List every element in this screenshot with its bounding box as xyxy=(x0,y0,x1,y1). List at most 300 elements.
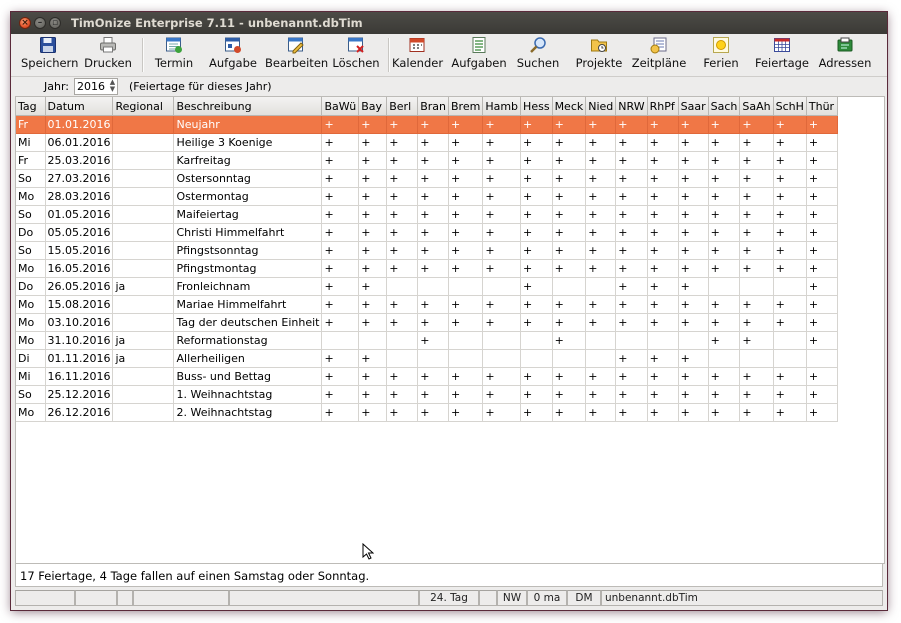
cell-state-flag: + xyxy=(740,404,773,422)
cell-state-flag: + xyxy=(387,206,418,224)
cell-state-flag: + xyxy=(359,116,387,134)
cell-state-flag: + xyxy=(740,386,773,404)
cell-state-flag: + xyxy=(678,152,708,170)
cell-state-flag: + xyxy=(521,404,553,422)
cell-state-flag: + xyxy=(449,188,483,206)
cell-state-flag: + xyxy=(678,224,708,242)
cell-regional xyxy=(113,260,174,278)
cell-state-flag xyxy=(483,278,521,296)
print-button[interactable]: Drucken xyxy=(81,36,135,70)
cell-state-flag: + xyxy=(359,152,387,170)
cell-state-flag: + xyxy=(678,314,708,332)
cell-state-flag: + xyxy=(449,260,483,278)
cell-date: 31.10.2016 xyxy=(45,332,113,350)
table-row[interactable] xyxy=(16,368,837,386)
cell-state-flag: + xyxy=(322,134,359,152)
cell-regional xyxy=(113,242,174,260)
cell-state-flag: + xyxy=(586,170,616,188)
cell-description: Ostersonntag xyxy=(174,170,322,188)
cell-state-flag: + xyxy=(708,332,740,350)
cell-state-flag xyxy=(616,332,647,350)
cell-state-flag: + xyxy=(483,134,521,152)
cell-state-flag: + xyxy=(586,314,616,332)
window-title: TimOnize Enterprise 7.11 - unbenannt.dbTim xyxy=(71,16,363,30)
cell-state-flag: + xyxy=(552,260,586,278)
cell-state-flag: + xyxy=(552,188,586,206)
toolbar-separator xyxy=(142,38,144,72)
cell-date: 01.05.2016 xyxy=(45,206,113,224)
cell-state-flag: + xyxy=(449,206,483,224)
cell-state-flag: + xyxy=(647,350,678,368)
addresses-button[interactable]: Adressen xyxy=(817,36,873,70)
cell-state-flag: + xyxy=(806,188,837,206)
cell-state-flag: + xyxy=(521,278,553,296)
cell-date: 16.05.2016 xyxy=(45,260,113,278)
app-window xyxy=(11,12,887,610)
cell-state-flag: + xyxy=(552,224,586,242)
column-header[interactable]: Tag xyxy=(16,97,45,116)
column-header[interactable]: Nied xyxy=(586,97,616,116)
cell-state-flag: + xyxy=(806,116,837,134)
status-dm: DM xyxy=(567,590,601,606)
cell-state-flag: + xyxy=(647,368,678,386)
cell-description: Buss- und Bettag xyxy=(174,368,322,386)
cell-description: Maifeiertag xyxy=(174,206,322,224)
cell-state-flag: + xyxy=(418,404,449,422)
cell-state-flag: + xyxy=(806,152,837,170)
column-header[interactable]: Bran xyxy=(418,97,449,116)
table-row[interactable] xyxy=(16,134,837,152)
cell-state-flag: + xyxy=(647,206,678,224)
cell-description: Pfingstmontag xyxy=(174,260,322,278)
search-button[interactable]: Suchen xyxy=(513,36,563,70)
cell-state-flag: + xyxy=(647,116,678,134)
cell-state-flag: + xyxy=(449,152,483,170)
cell-state-flag: + xyxy=(806,368,837,386)
cell-state-flag: + xyxy=(708,368,740,386)
table-row[interactable] xyxy=(16,332,837,350)
table-row[interactable] xyxy=(16,350,837,368)
spin-up-icon[interactable]: ▲ xyxy=(109,78,116,86)
cell-day: Fr xyxy=(16,116,45,134)
cell-state-flag xyxy=(740,350,773,368)
delete-button[interactable]: Löschen xyxy=(329,36,383,70)
save-button[interactable]: Speichern xyxy=(21,36,75,70)
cell-regional: ja xyxy=(113,332,174,350)
table-row[interactable] xyxy=(16,116,837,134)
table-row[interactable] xyxy=(16,188,837,206)
cell-state-flag: + xyxy=(806,278,837,296)
column-header[interactable]: Saar xyxy=(678,97,708,116)
tasks-button[interactable]: Aufgaben xyxy=(451,36,507,70)
cell-description: 1. Weihnachtstag xyxy=(174,386,322,404)
cell-state-flag: + xyxy=(678,368,708,386)
task-icon xyxy=(224,36,242,54)
cell-state-flag: + xyxy=(359,188,387,206)
cell-state-flag: + xyxy=(806,296,837,314)
cell-state-flag: + xyxy=(483,206,521,224)
cell-state-flag: + xyxy=(647,314,678,332)
edit-button[interactable]: Bearbeiten xyxy=(265,36,327,70)
year-spinbox[interactable]: 2016 xyxy=(74,78,118,95)
cell-state-flag: + xyxy=(322,152,359,170)
column-header[interactable]: Bay xyxy=(359,97,387,116)
cell-state-flag: + xyxy=(616,260,647,278)
cell-state-flag: + xyxy=(773,170,806,188)
cell-state-flag: + xyxy=(418,260,449,278)
cell-state-flag: + xyxy=(616,188,647,206)
cell-state-flag: + xyxy=(418,170,449,188)
appointment-icon xyxy=(165,36,183,54)
cell-state-flag: + xyxy=(740,206,773,224)
column-header[interactable]: Datum xyxy=(45,97,113,116)
cell-state-flag: + xyxy=(322,278,359,296)
cell-state-flag: + xyxy=(586,296,616,314)
table-row[interactable] xyxy=(16,296,837,314)
cell-description: Heilige 3 Koenige xyxy=(174,134,322,152)
cell-state-flag: + xyxy=(387,170,418,188)
cell-state-flag xyxy=(359,332,387,350)
cell-state-flag: + xyxy=(449,116,483,134)
cell-state-flag: + xyxy=(552,206,586,224)
cell-regional xyxy=(113,188,174,206)
column-header[interactable]: RhPf xyxy=(647,97,678,116)
cell-state-flag: + xyxy=(740,152,773,170)
cell-state-flag: + xyxy=(521,206,553,224)
cell-state-flag: + xyxy=(387,314,418,332)
cell-state-flag: + xyxy=(586,404,616,422)
cell-state-flag xyxy=(418,278,449,296)
cell-state-flag: + xyxy=(418,188,449,206)
cell-state-flag: + xyxy=(678,278,708,296)
cell-day: Mo xyxy=(16,260,45,278)
cell-state-flag: + xyxy=(773,152,806,170)
addresses-icon xyxy=(836,36,854,54)
cell-state-flag: + xyxy=(449,170,483,188)
cell-state-flag: + xyxy=(647,242,678,260)
cell-description: Karfreitag xyxy=(174,152,322,170)
maximize-window-button[interactable] xyxy=(49,17,61,29)
minimize-icon: – xyxy=(37,18,43,28)
cell-state-flag: + xyxy=(359,386,387,404)
cell-state-flag xyxy=(387,350,418,368)
cell-state-flag: + xyxy=(708,116,740,134)
cell-regional xyxy=(113,314,174,332)
cell-state-flag: + xyxy=(616,278,647,296)
task-button[interactable]: Aufgabe xyxy=(207,36,259,70)
cell-state-flag: + xyxy=(708,260,740,278)
cell-description: Mariae Himmelfahrt xyxy=(174,296,322,314)
cell-state-flag: + xyxy=(521,152,553,170)
column-header[interactable]: Hamb xyxy=(483,97,521,116)
cell-day: Mo xyxy=(16,314,45,332)
status-cell-empty xyxy=(479,590,497,606)
cell-state-flag: + xyxy=(678,404,708,422)
cell-state-flag xyxy=(773,278,806,296)
column-header[interactable]: Sach xyxy=(708,97,740,116)
cell-state-flag: + xyxy=(418,314,449,332)
cell-state-flag: + xyxy=(806,260,837,278)
calendar-button[interactable]: Kalender xyxy=(392,36,442,70)
cell-state-flag: + xyxy=(387,152,418,170)
column-header[interactable]: Berl xyxy=(387,97,418,116)
cell-state-flag: + xyxy=(806,314,837,332)
cell-state-flag: + xyxy=(586,386,616,404)
cell-state-flag: + xyxy=(359,368,387,386)
cell-state-flag: + xyxy=(740,314,773,332)
cell-state-flag: + xyxy=(647,296,678,314)
year-spinner-arrows[interactable] xyxy=(108,79,117,94)
column-header[interactable]: BaWü xyxy=(322,97,359,116)
summary-text: 17 Feiertage, 4 Tage fallen auf einen Samstag oder Sonntag. xyxy=(15,563,883,587)
cell-state-flag: + xyxy=(773,134,806,152)
status-cell-empty xyxy=(15,590,75,606)
cell-date: 27.03.2016 xyxy=(45,170,113,188)
cell-state-flag: + xyxy=(521,242,553,260)
schedules-button[interactable]: Zeitpläne xyxy=(631,36,687,70)
cell-state-flag: + xyxy=(322,260,359,278)
title-bar[interactable] xyxy=(11,12,887,34)
cell-state-flag xyxy=(483,332,521,350)
cell-state-flag: + xyxy=(647,260,678,278)
cell-regional xyxy=(113,134,174,152)
cell-state-flag: + xyxy=(616,404,647,422)
cell-state-flag: + xyxy=(483,188,521,206)
cell-state-flag xyxy=(418,350,449,368)
cell-description: 2. Weihnachtstag xyxy=(174,404,322,422)
cell-day: Mo xyxy=(16,296,45,314)
cell-state-flag: + xyxy=(773,116,806,134)
cell-state-flag: + xyxy=(586,116,616,134)
column-header[interactable]: SaAh xyxy=(740,97,773,116)
schedules-icon xyxy=(650,36,668,54)
cell-state-flag xyxy=(449,278,483,296)
cell-state-flag xyxy=(483,350,521,368)
cell-state-flag: + xyxy=(806,404,837,422)
cell-day: Mo xyxy=(16,404,45,422)
cell-description: Fronleichnam xyxy=(174,278,322,296)
column-header[interactable]: Brem xyxy=(449,97,483,116)
cell-date: 05.05.2016 xyxy=(45,224,113,242)
cell-state-flag: + xyxy=(449,386,483,404)
cell-state-flag: + xyxy=(806,242,837,260)
table-row[interactable] xyxy=(16,242,837,260)
delete-icon xyxy=(347,36,365,54)
cell-date: 26.05.2016 xyxy=(45,278,113,296)
cell-state-flag: + xyxy=(387,116,418,134)
projects-button[interactable]: Projekte xyxy=(571,36,627,70)
cell-state-flag: + xyxy=(616,116,647,134)
status-filename: unbenannt.dbTim xyxy=(601,590,883,606)
cell-date: 16.11.2016 xyxy=(45,368,113,386)
appointment-button[interactable]: Termin xyxy=(148,36,200,70)
cell-state-flag: + xyxy=(773,368,806,386)
cell-state-flag: + xyxy=(322,188,359,206)
cell-state-flag: + xyxy=(387,224,418,242)
cell-state-flag: + xyxy=(647,278,678,296)
cell-state-flag: + xyxy=(552,296,586,314)
cell-state-flag xyxy=(708,278,740,296)
cell-state-flag: + xyxy=(483,296,521,314)
cell-state-flag: + xyxy=(359,314,387,332)
cell-state-flag: + xyxy=(678,296,708,314)
cell-state-flag: + xyxy=(678,116,708,134)
close-window-button[interactable] xyxy=(19,17,31,29)
column-header[interactable]: Meck xyxy=(552,97,586,116)
cell-description: Pfingstsonntag xyxy=(174,242,322,260)
cell-state-flag: + xyxy=(740,242,773,260)
cell-state-flag: + xyxy=(773,206,806,224)
table-row[interactable] xyxy=(16,278,837,296)
cell-state-flag: + xyxy=(678,170,708,188)
cell-state-flag: + xyxy=(322,350,359,368)
column-header[interactable]: NRW xyxy=(616,97,647,116)
cell-day: Fr xyxy=(16,152,45,170)
cell-state-flag: + xyxy=(418,296,449,314)
cell-state-flag: + xyxy=(449,404,483,422)
cell-state-flag: + xyxy=(449,242,483,260)
cell-state-flag: + xyxy=(708,206,740,224)
cell-regional xyxy=(113,116,174,134)
cell-state-flag xyxy=(740,278,773,296)
holiday-table[interactable] xyxy=(16,97,838,422)
cell-state-flag: + xyxy=(552,170,586,188)
cell-description: Reformationstag xyxy=(174,332,322,350)
cell-state-flag: + xyxy=(521,368,553,386)
cell-state-flag: + xyxy=(586,134,616,152)
main-toolbar xyxy=(11,34,887,77)
cell-state-flag xyxy=(586,332,616,350)
cell-state-flag: + xyxy=(678,386,708,404)
year-label: Jahr: xyxy=(44,80,69,93)
cell-state-flag: + xyxy=(418,368,449,386)
cell-state-flag: + xyxy=(806,170,837,188)
table-row[interactable] xyxy=(16,386,837,404)
cell-state-flag: + xyxy=(322,170,359,188)
table-header-row xyxy=(16,97,837,116)
cell-state-flag: + xyxy=(740,260,773,278)
cell-state-flag: + xyxy=(708,224,740,242)
cell-state-flag xyxy=(521,350,553,368)
cell-state-flag: + xyxy=(552,242,586,260)
table-row[interactable] xyxy=(16,170,837,188)
holidays-button[interactable]: Ferien xyxy=(699,36,743,70)
cell-state-flag: + xyxy=(616,242,647,260)
cell-day: Mi xyxy=(16,368,45,386)
cell-state-flag: + xyxy=(773,188,806,206)
cell-state-flag: + xyxy=(708,152,740,170)
cell-description: Ostermontag xyxy=(174,188,322,206)
year-hint: (Feiertage für dieses Jahr) xyxy=(129,80,272,93)
cell-state-flag: + xyxy=(773,314,806,332)
cell-state-flag: + xyxy=(418,332,449,350)
cell-date: 06.01.2016 xyxy=(45,134,113,152)
cell-regional: ja xyxy=(113,278,174,296)
cell-state-flag xyxy=(387,278,418,296)
cell-state-flag: + xyxy=(806,386,837,404)
table-row[interactable] xyxy=(16,206,837,224)
cell-state-flag: + xyxy=(806,332,837,350)
column-header[interactable]: Thür xyxy=(806,97,837,116)
table-body xyxy=(16,116,837,422)
table-row[interactable] xyxy=(16,314,837,332)
cell-day: Mo xyxy=(16,332,45,350)
cell-description: Tag der deutschen Einheit xyxy=(174,314,322,332)
cell-regional xyxy=(113,170,174,188)
cell-state-flag: + xyxy=(773,242,806,260)
cell-day: Mo xyxy=(16,188,45,206)
table-row[interactable] xyxy=(16,404,837,422)
cell-state-flag: + xyxy=(586,152,616,170)
table-row[interactable] xyxy=(16,224,837,242)
column-header[interactable]: Regional xyxy=(113,97,174,116)
cell-state-flag: + xyxy=(483,368,521,386)
cell-state-flag: + xyxy=(740,170,773,188)
mouse-pointer-icon xyxy=(362,543,374,561)
column-header[interactable]: Beschreibung xyxy=(174,97,322,116)
table-row[interactable] xyxy=(16,152,837,170)
cell-state-flag: + xyxy=(521,134,553,152)
cell-state-flag: + xyxy=(616,296,647,314)
cell-state-flag: + xyxy=(359,134,387,152)
cell-state-flag: + xyxy=(708,314,740,332)
cell-state-flag: + xyxy=(678,188,708,206)
cell-state-flag: + xyxy=(449,134,483,152)
cell-state-flag xyxy=(708,350,740,368)
cell-state-flag: + xyxy=(322,296,359,314)
cell-state-flag: + xyxy=(586,260,616,278)
cell-state-flag: + xyxy=(322,224,359,242)
cell-state-flag: + xyxy=(359,404,387,422)
cell-state-flag: + xyxy=(483,116,521,134)
cell-state-flag: + xyxy=(449,224,483,242)
cell-state-flag: + xyxy=(708,170,740,188)
cell-state-flag: + xyxy=(359,296,387,314)
cell-state-flag: + xyxy=(322,314,359,332)
cell-state-flag: + xyxy=(483,152,521,170)
cell-state-flag: + xyxy=(616,368,647,386)
cell-state-flag: + xyxy=(708,134,740,152)
column-header[interactable]: Hess xyxy=(521,97,553,116)
spin-down-icon[interactable]: ▼ xyxy=(109,85,116,93)
cell-date: 28.03.2016 xyxy=(45,188,113,206)
table-row[interactable] xyxy=(16,260,837,278)
cell-state-flag: + xyxy=(387,368,418,386)
column-header[interactable]: SchH xyxy=(773,97,806,116)
cell-state-flag: + xyxy=(359,206,387,224)
cell-state-flag: + xyxy=(552,134,586,152)
cell-date: 25.03.2016 xyxy=(45,152,113,170)
cell-state-flag: + xyxy=(322,242,359,260)
cell-date: 15.08.2016 xyxy=(45,296,113,314)
cell-state-flag: + xyxy=(552,404,586,422)
cell-description: Neujahr xyxy=(174,116,322,134)
cell-state-flag xyxy=(552,278,586,296)
cell-state-flag: + xyxy=(418,224,449,242)
holidays-sun-icon xyxy=(712,36,730,54)
minimize-window-button[interactable] xyxy=(34,17,46,29)
cell-state-flag: + xyxy=(647,134,678,152)
public-holidays-button[interactable]: Feiertage xyxy=(753,36,811,70)
holiday-table-panel[interactable] xyxy=(15,96,885,564)
cell-date: 01.11.2016 xyxy=(45,350,113,368)
cell-regional xyxy=(113,404,174,422)
cell-date: 15.05.2016 xyxy=(45,242,113,260)
cell-state-flag: + xyxy=(740,296,773,314)
cell-state-flag: + xyxy=(521,386,553,404)
cell-state-flag: + xyxy=(552,386,586,404)
cell-state-flag: + xyxy=(483,242,521,260)
